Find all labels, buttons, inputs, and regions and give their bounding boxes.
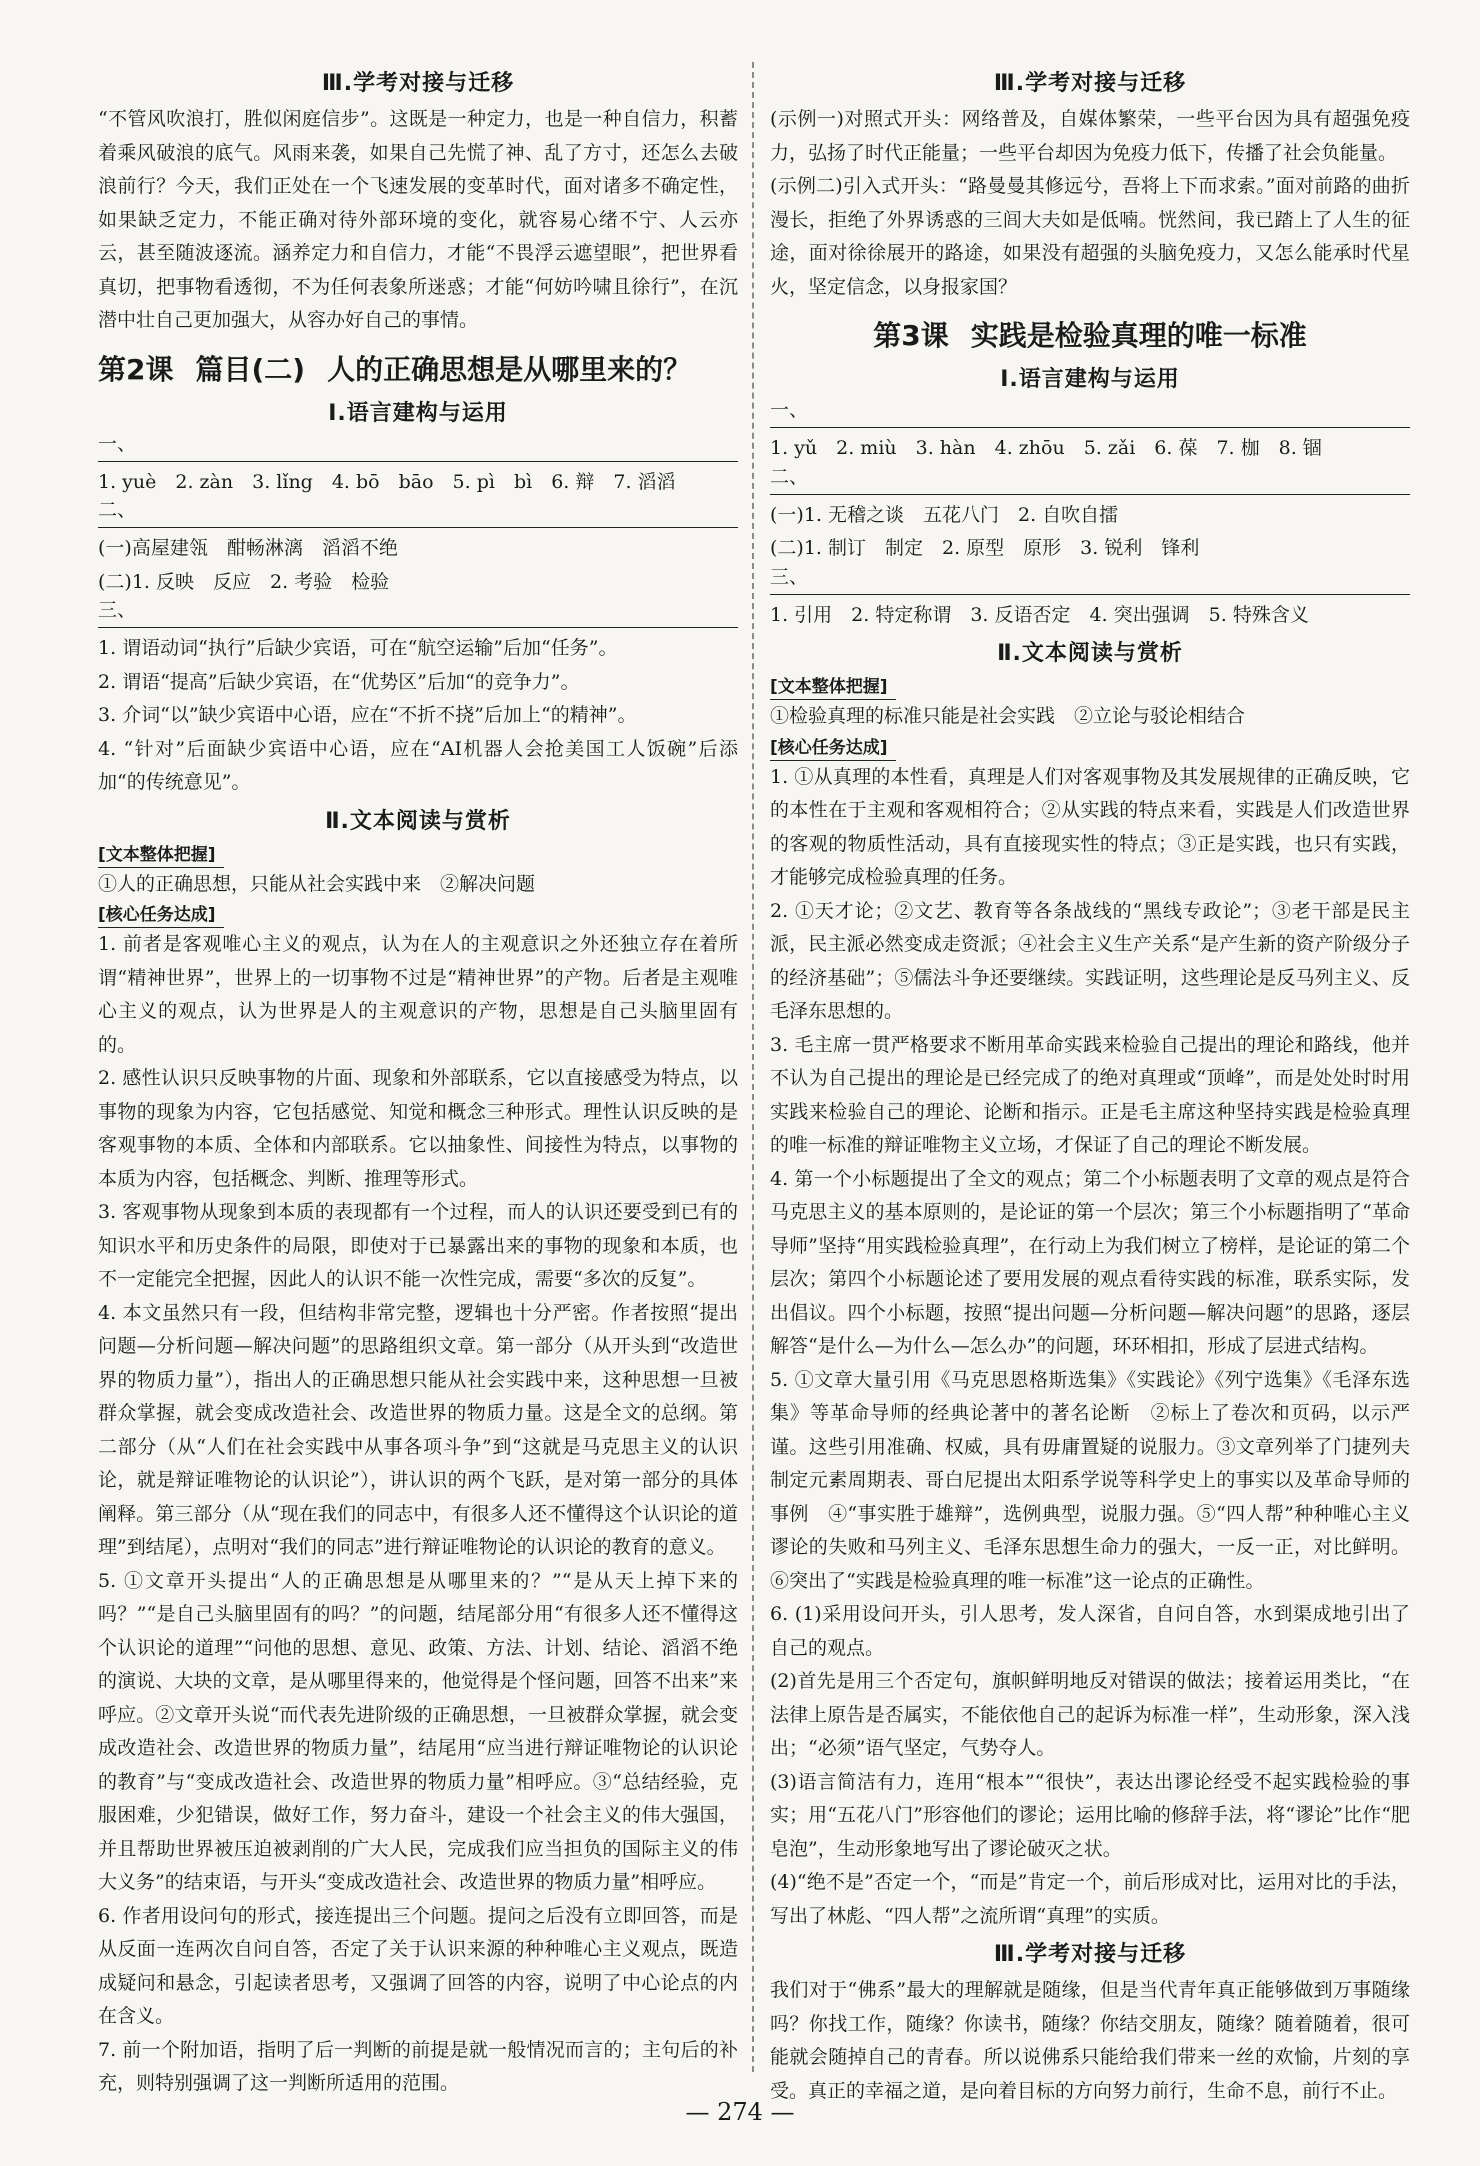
list-item: 2. ①天才论；②文艺、教育等各条战线的“黑线专政论”；③老干部是民主派，民主派必然变成走资派；④社会主义生产关系“是产生新的资产阶级分子的经济基础”；⑤儒法斗争还要继续。实践证明，这些理论是反马列主义、反毛泽东思想的。 bbox=[770, 899, 1410, 1022]
answer-line: 1. yuè 2. zàn 3. lǐng 4. bō bāo 5. pì bì 6. 辩 7. 滔滔 bbox=[98, 470, 676, 493]
list-item: 3. 毛主席一贯严格要求不断用革命实践来检验自己提出的理论和路线，他并不认为自己提出的理论是已经完成了的绝对真理或“顶峰”，而是处处时时用实践来检验自己的理论、论断和指示。正是毛主席这种坚持实践是检验真理的唯一标准的辩证唯物主义立场，才保证了自己的理论不断发展。 bbox=[770, 1033, 1410, 1156]
right-column bbox=[770, 62, 1410, 2108]
answer-line: 1. yǔ 2. miù 3. hàn 4. zhōu 5. zǎi 6. 葆 7. 枷 8. 锢 bbox=[770, 437, 1322, 459]
section-title: Ⅱ.文本阅读与赏析 bbox=[325, 808, 511, 834]
list-item: 2. 感性认识只反映事物的片面、现象和外部联系，它以直接感受为特点，以事物的现象为内容，它包括感觉、知觉和概念三种形式。理性认识反映的是客观事物的本质、全体和内部联系。它以抽象性、间接性为特点，以事物的本质为内容，包括概念、判断、推理等形式。 bbox=[98, 1067, 738, 1190]
list-item: 1. 谓语动词“执行”后缺少宾语，可在“航空运输”后加“任务”。 bbox=[98, 637, 618, 659]
answer-line: ①检验真理的标准只能是社会实践 ②立论与驳论相结合 bbox=[770, 705, 1246, 727]
section-title: Ⅲ.学考对接与迁移 bbox=[321, 71, 515, 96]
answer-line: (一)高屋建瓴 酣畅淋漓 滔滔不绝 bbox=[98, 537, 398, 559]
answer-line: 1. 引用 2. 特定称谓 3. 反语否定 4. 突出强调 5. 特殊含义 bbox=[770, 603, 1309, 626]
subsection-label: [核心任务达成] bbox=[770, 736, 896, 761]
lesson-number: 第3课 bbox=[873, 319, 949, 352]
section-title: Ⅰ.语言建构与运用 bbox=[1000, 367, 1180, 392]
part-heading: 三、 bbox=[98, 599, 738, 628]
subsection-label: [文本整体把握] bbox=[98, 843, 224, 868]
list-item: 4. “针对”后面缺少宾语中心语，应在“AI机器人会抢美国工人饭碗”后添加“的传统意见”。 bbox=[98, 737, 738, 793]
list-item: (4)“绝不是”否定一个，“而是”肯定一个，前后形成对比，运用对比的手法，写出了林彪、“四人帮”之流所谓“真理”的实质。 bbox=[770, 1871, 1410, 1927]
section-title: Ⅰ.语言建构与运用 bbox=[328, 400, 508, 426]
list-item: 1. ①从真理的本性看，真理是人们对客观事物及其发展规律的正确反映，它的本性在于主观和客观相符合；②从实践的特点来看，实践是人们改造世界的客观的物质性活动，具有直接现实性的特点；③正是实践，也只有实践，才能够完成检验真理的任务。 bbox=[770, 765, 1410, 888]
paragraph: “不管风吹浪打，胜似闲庭信步”。这既是一种定力，也是一种自信力，积蓄着乘风破浪的底气。风雨来袭，如果自己先慌了神、乱了方寸，还怎么去破浪前行？今天，我们正处在一个飞速发展的变革时代，面对诸多不确定性，如果缺乏定力，不能正确对待外部环境的变化，就容易心绪不宁、人云亦云，甚至随波逐流。涵养定力和自信力，才能“不畏浮云遮望眼”，把世界看真切，把事物看透彻，不为任何表象所迷惑；才能“何妨吟啸且徐行”，在沉潜中壮自己更加强大，从容办好自己的事情。 bbox=[98, 108, 738, 331]
list-item: 3. 客观事物从现象到本质的表现都有一个过程，而人的认识还要受到已有的知识水平和历史条件的局限，即使对于已暴露出来的事物的现象和本质，也不一定能完全把握，因此人的认识不能一次性完成，需要“多次的反复”。 bbox=[98, 1201, 738, 1290]
lesson-number: 第2课 bbox=[98, 352, 174, 386]
lesson-title bbox=[770, 314, 1410, 354]
list-item: (2)首先是用三个否定句，旗帜鲜明地反对错误的做法；接着运用类比，“在法律上原告是否属实，不能依他自己的起诉为标准一样”，生动形象，深入浅出；“必须”语气坚定，气势夺人。 bbox=[770, 1670, 1410, 1759]
answer-line: (二)1. 反映 反应 2. 考验 检验 bbox=[98, 570, 390, 593]
section-title: Ⅱ.文本阅读与赏析 bbox=[997, 641, 1183, 666]
list-item: 1. 前者是客观唯心主义的观点，认为在人的主观意识之外还独立存在着所谓“精神世界”，世界上的一切事物不过是“精神世界”的产物。后者是主观唯心主义的观点，认为世界是人的主观意识的产物，思想是自己头脑里固有的。 bbox=[98, 933, 738, 1056]
left-column bbox=[98, 62, 738, 2101]
part-heading: 二、 bbox=[98, 499, 738, 528]
paragraph: 我们对于“佛系”最大的理解就是随缘，但是当代青年真正能够做到万事随缘吗？你找工作，随缘？你读书，随缘？你结交朋友，随缘？随着随着，很可能就会随掉自己的青春。所以说佛系只能给我们带来一丝的欢愉，片刻的享受。真正的幸福之道，是向着目标的方向努力前行，生命不息，前行不止。 bbox=[770, 1979, 1410, 2102]
list-item: 4. 本文虽然只有一段，但结构非常完整，逻辑也十分严密。作者按照“提出问题—分析问题—解决问题”的思路组织文章。第一部分（从开头到“改造世界的物质力量”），指出人的正确思想只能从社会实践中来，这种思想一旦被群众掌握，就会变成改造社会、改造世界的物质力量。这是全文的总纲。第二部分（从“人们在社会实践中从事各项斗争”到“这就是马克思主义的认识论，就是辩证唯物论的认识论”），讲认识的两个飞跃，是对第一部分的具体阐释。第三部分（从“现在我们的同志中，有很多人还不懂得这个认识论的道理”到结尾），点明对“我们的同志”进行辩证唯物论的认识论的教育的意义。 bbox=[98, 1301, 738, 1558]
part-heading: 一、 bbox=[770, 399, 1410, 428]
part-heading: 三、 bbox=[770, 566, 1410, 595]
list-item: (3)语言简洁有力，连用“根本”“很快”，表达出谬论经受不起实践检验的事实；用“五花八门”形容他们的谬论；运用比喻的修辞手法，将“谬论”比作“肥皂泡”，生动形象地写出了谬论破灭之状。 bbox=[770, 1770, 1410, 1860]
lesson-name: 人的正确思想是从哪里来的？ bbox=[327, 352, 692, 386]
list-item: 7. 前一个附加语，指明了后一判断的前提是就一般情况而言的；主句后的补充，则特别强调了这一判断所适用的范围。 bbox=[98, 2038, 738, 2094]
part-heading: 二、 bbox=[770, 466, 1410, 495]
list-item: 4. 第一个小标题提出了全文的观点；第二个小标题表明了文章的观点是符合马克思主义的基本原则的，是论证的第一个层次；第三个小标题指明了“革命导师”坚持“用实践检验真理”，在行动上为我们树立了榜样，是论证的第二个层次；第四个小标题论述了要用发展的观点看待实践的标准，联系实际，发出倡议。四个小标题，按照“提出问题—分析问题—解决问题”的思路，逐层解答“是什么—为什么—怎么办”的问题，环环相扣，形成了层进式结构。 bbox=[770, 1167, 1410, 1357]
lesson-sub: 篇目(二) bbox=[195, 352, 306, 386]
list-item: 3. 介词“以”缺少宾语中心语，应在“不折不挠”后加上“的精神”。 bbox=[98, 704, 637, 726]
page-number: — 274 — bbox=[685, 2098, 795, 2126]
list-item: 2. 谓语“提高”后缺少宾语，在“优势区”后加“的竞争力”。 bbox=[98, 670, 580, 693]
answer-line: (一)1. 无稽之谈 五花八门 2. 自吹自擂 bbox=[770, 503, 1119, 526]
lesson-name: 实践是检验真理的唯一标准 bbox=[970, 319, 1307, 352]
paragraph: (示例一)对照式开头：网络普及，自媒体繁荣，一些平台因为具有超强免疫力，弘扬了时代正能量；一些平台却因为免疫力低下，传播了社会负能量。 bbox=[770, 108, 1410, 164]
section-title: Ⅲ.学考对接与迁移 bbox=[993, 1942, 1187, 1967]
column-divider bbox=[752, 62, 754, 2072]
subsection-label: [文本整体把握] bbox=[770, 675, 896, 700]
answer-line: ①人的正确思想，只能从社会实践中来 ②解决问题 bbox=[98, 872, 536, 895]
answer-line: (二)1. 制订 制定 2. 原型 原形 3. 锐利 锋利 bbox=[770, 537, 1200, 559]
list-item: 6. (1)采用设问开头，引人思考，发人深省，自问自答，水到渠成地引出了自己的观点。 bbox=[770, 1603, 1410, 1659]
lesson-title bbox=[98, 348, 738, 388]
section-title: Ⅲ.学考对接与迁移 bbox=[993, 71, 1187, 96]
subsection-label: [核心任务达成] bbox=[98, 903, 224, 928]
list-item: 6. 作者用设问句的形式，接连提出三个问题。提问之后没有立即回答，而是从反面一连两次自问自答，否定了关于认识来源的种种唯心主义观点，既造成疑问和悬念，引起读者思考，又强调了回答的内容，说明了中心论点的内在含义。 bbox=[98, 1904, 738, 2027]
part-heading: 一、 bbox=[98, 433, 738, 462]
list-item: 5. ①文章大量引用《马克思恩格斯选集》《实践论》《列宁选集》《毛泽东选集》等革命导师的经典论著中的著名论断 ②标上了卷次和页码，以示严谨。这些引用准确、权威，具有毋庸置疑的说服力。③文章列举了门捷列夫制定元素周期表、哥白尼提出太阳系学说等科学史上的事实以及革命导师的事例 ④“事实胜于雄辩”，选例典型，说服力强。⑤“四人帮”种种唯心主义谬论的失败和马列主义、毛泽东思想生命力的强大，一反一正，对比鲜明。⑥突出了“实践是检验真理的唯一标准”这一论点的正确性。 bbox=[770, 1368, 1410, 1592]
paragraph: (示例二)引入式开头：“路曼曼其修远兮，吾将上下而求索。”面对前路的曲折漫长，拒绝了外界诱惑的三闾大夫如是低喃。恍然间，我已踏上了人生的征途，面对徐徐展开的路途，如果没有超强的头脑免疫力，又怎么能承时代星火，坚定信念，以身报家国？ bbox=[770, 175, 1410, 298]
list-item: 5. ①文章开头提出“人的正确思想是从哪里来的？”“是从天上掉下来的吗？”“是自己头脑里固有的吗？”的问题，结尾部分用“有很多人还不懂得这个认识论的道理”“问他的思想、意见、政策、方法、计划、结论、滔滔不绝的演说、大块的文章，是从哪里得来的，他觉得是个怪问题，回答不出来”来呼应。②文章开头说“而代表先进阶级的正确思想，一旦被群众掌握，就会变成改造社会、改造世界的物质力量”，结尾用“应当进行辩证唯物论的认识论的教育”与“变成改造社会、改造世界的物质力量”相呼应。③“总结经验，克服困难，少犯错误，做好工作，努力奋斗，建设一个社会主义的伟大强国，并且帮助世界被压迫被剥削的广大人民，完成我们应当担负的国际主义的伟大义务”的结束语，与开头“变成改造社会、改造世界的物质力量”相呼应。 bbox=[98, 1569, 738, 1893]
